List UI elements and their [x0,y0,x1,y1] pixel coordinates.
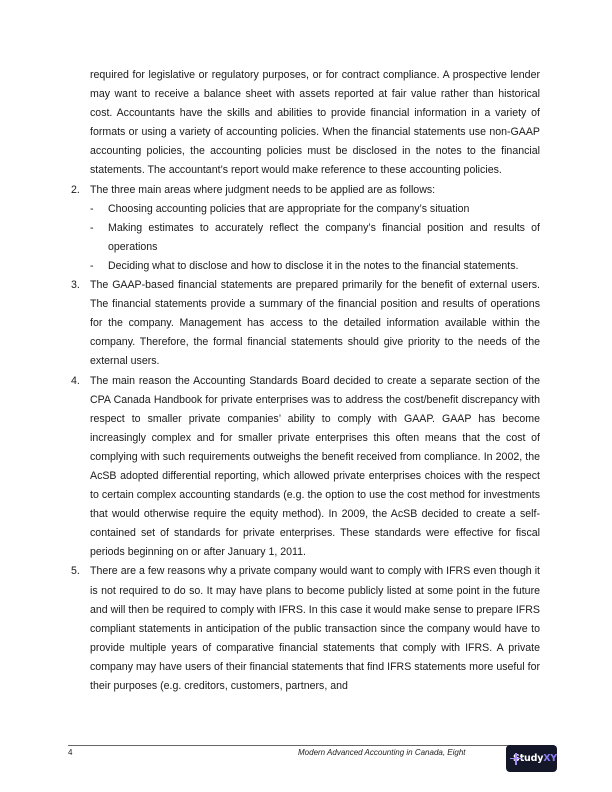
item-text: There are a few reasons why a private company would want to comply with IFRS even though it is not required to do so. It may have plans to become publicly listed at some point in the future and will then be required to comply with IFRS. In this case it would make sense to prepare IFRS compliant statements in anticipation of the public transaction since the company would have to provide multiple years of comparative financial statements that comply with IFRS. A private company may have users of their financial statements that find IFRS statements more useful for their purposes (e.g. creditors, customers, partners, and [90,565,540,692]
item-text: The GAAP-based financial statements are prepared primarily for the benefit of external users. The financial statements provide a summary of the financial position and results of operations for the company. Management has access to the detailed information available within the company. Therefore, the formal financial statements should give priority to the needs of the external users. [90,279,540,368]
bullet-item [90,200,540,219]
item-text: The main reason the Accounting Standards Board decided to create a separate section of the CPA Canada Handbook for private enterprises was to address the cost/benefit discrepancy with respect to smaller private companies’ ability to comply with GAAP. GAAP has become increasingly complex and for smaller private enterprises this often means that the cost of complying with such requirements outweighs the benefit received from compliance. In 2002, the AcSB adopted differential reporting, which allowed private enterprises choices with the respect to certain complex accounting standards (e.g. the option to use the cost method for investments that would otherwise require the equity method). In 2009, the AcSB decided to create a self-contained set of standards for private enterprises. These standards were effective for fiscal periods beginning on or after January 1, 2011. [90,374,540,559]
judgment-areas-list [90,200,540,276]
dash-marker: - [90,259,94,272]
book-title: Modern Advanced Accounting in Canada, Eight [298,748,466,757]
page-number: 4 [68,748,73,757]
item-number: 4. [71,374,80,387]
bullet-text: Deciding what to disclose and how to disclose it in the notes to the financial statements. [108,259,519,272]
studyxy-badge[interactable] [506,745,557,772]
bullet-text: Making estimates to accurately reflect the company’s financial position and results of operations [108,221,540,253]
item-number: 5. [71,565,80,578]
list-item-3 [71,276,540,371]
dash-marker: - [90,202,94,215]
bullet-item [90,219,540,257]
answer-list [71,181,540,697]
list-item-5 [71,562,540,696]
bullet-text: Choosing accounting policies that are appropriate for the company’s situation [108,202,470,215]
item-text: The three main areas where judgment needs to be applied are as follows: [90,183,436,196]
document-body [71,66,540,696]
dash-marker: - [90,221,94,234]
footer-divider [68,745,510,746]
list-item-4 [71,372,540,563]
item-number: 2. [71,183,80,196]
item-number: 3. [71,279,80,292]
brand-accent: XY [543,753,557,764]
list-item-2 [71,181,540,276]
bullet-item [90,257,540,276]
continuation-paragraph: required for legislative or regulatory purposes, or for contract compliance. A prospective lender may want to receive a balance sheet with assets reported at fair value rather than historical cost. Accountants have the skills and abilities to provide financial information in a variety of formats or using a variety of accounting policies. When the financial statements use non-GAAP accounting policies, the accounting policies must be disclosed in the notes to the financial statements. The accountant’s report would make reference to these accounting policies. [90,69,540,177]
brand-main: Study [513,753,544,764]
